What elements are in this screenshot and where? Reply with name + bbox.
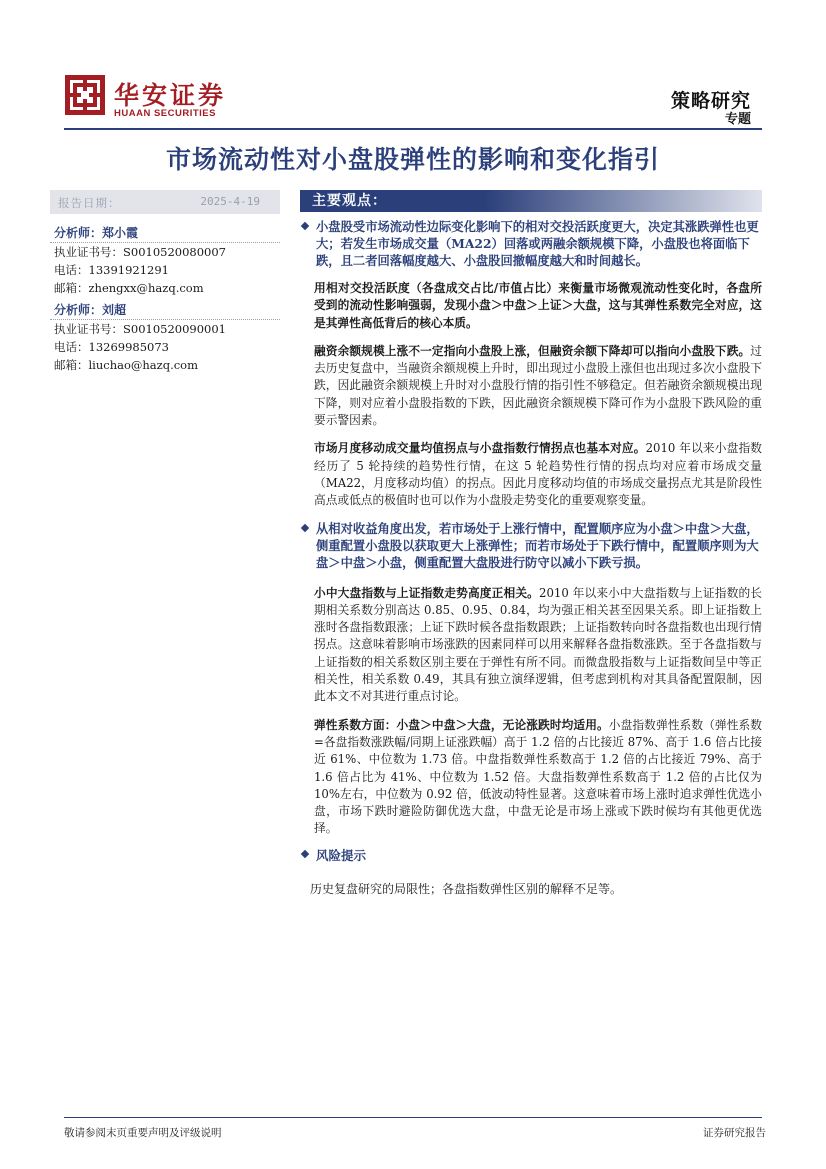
analyst-name: 分析师：刘超: [50, 301, 280, 320]
paragraph-body: 2010 年以来小中大盘指数与上证指数的长期相关系数分别高达 0.85、0.95、0.84，均为强正相关甚至因果关系。即上证指数上涨时各盘指数跟涨；上证下跌时候各盘指数跟跌；上证指数转向时各盘指数也出现行情拐点。这意味着影响市场涨跌的因素同样可以用来解释各盘指数涨跌。至于各盘指数与上证指数的相关系数区别主要在于弹性有所不同。而微盘股指数与上证指数间呈中等正相关性，相关系数 0.49，其具有独立演绎逻辑，但考虑到机构对其具备配置限制，因此本文不对其进行重点讨论。: [314, 585, 762, 704]
key-point-1-text: 小盘股受市场流动性边际变化影响下的相对交投活跃度更大，决定其涨跌弹性也更大；若发生市场成交量（MA22）回落或两融余额规模下降，小盘股也将面临下跌，且二者回落幅度越大、小盘股回撤幅度越大和时间越长。: [316, 219, 759, 268]
section-title: 主要观点：: [300, 190, 762, 212]
page-title: 市场流动性对小盘股弹性的影响和变化指引: [165, 145, 660, 174]
footer-divider: [64, 1117, 762, 1118]
paragraph: [300, 280, 762, 332]
paragraph-lead: 市场月度移动成交量均值拐点与小盘指数行情拐点也基本对应。: [314, 441, 646, 456]
paragraph: [300, 343, 762, 429]
logo-chinese-name: 华安证券: [114, 81, 227, 110]
diamond-bullet-icon: [301, 523, 309, 531]
paragraph-body: 小盘指数弹性系数（弹性系数=各盘指数涨跌幅/同期上证涨跌幅）高于 1.2 倍的占比接近 87%、高于 1.6 倍占比接近 61%、中位数为 1.73 倍。中盘指数弹性系数高于 1.2 倍的占比接近 79%、高于 1.6 倍占比为 41%、中位数为 1.52 倍。大盘指数弹性系数高于 1.2 倍的占比仅为 10%左右，中位数为 0.92 倍，低波动特性显著。这意味着市场上涨时追求弹性优选小盘，市场下跌时避险防御优选大盘，中盘无论是市场上涨或下跌时候均有其他更优选择。: [314, 717, 762, 836]
logo-mark-icon: [64, 74, 106, 116]
risk-text: 历史复盘研究的局限性；各盘指数弹性区别的解释不足等。: [310, 881, 623, 896]
analyst-email[interactable]: 邮箱：liuchao@hazq.com: [54, 358, 198, 372]
paragraph: [300, 717, 762, 838]
risk-title: 风险提示: [316, 847, 367, 863]
paragraph-lead: 弹性系数方面：小盘＞中盘＞大盘，无论涨跌时均适用。: [314, 717, 609, 732]
footer-disclaimer: 敬请参阅末页重要声明及评级说明: [64, 1127, 222, 1139]
header-divider: [64, 128, 762, 130]
risk-heading: [300, 846, 762, 864]
report-type: 策略研究: [670, 90, 751, 112]
main-content: [300, 190, 762, 897]
logo-english-name: HUAAN SECURITIES: [114, 108, 216, 119]
footer-report-label: 证券研究报告: [703, 1127, 766, 1139]
date-label: 报告日期：: [58, 196, 121, 210]
sidebar: [50, 190, 280, 374]
diamond-bullet-icon: [301, 222, 309, 230]
report-date-box: [50, 190, 280, 214]
analyst-cert: 执业证书号：S0010520080007: [54, 245, 226, 259]
paragraph: [300, 440, 762, 509]
diamond-bullet-icon: [301, 849, 309, 857]
paragraph-body: 过去历史复盘中，当融资余额规模上升时，即出现过小盘股上涨但也出现过多次小盘股下跌，因此融资余额规模上升时对小盘股行情的指引性不够稳定。但若融资余额规模出现下降，则对应着小盘股指数的下跌，因此融资余额规模下降可作为小盘股下跌风险的重要示警因素。: [314, 343, 762, 428]
report-subtype: 专题: [724, 112, 751, 127]
key-point-1: [300, 218, 762, 269]
paragraph-text: 用相对交投活跃度（各盘成交占比/市值占比）来衡量市场微观流动性变化时，各盘所受到的流动性影响强弱，发现小盘＞中盘＞上证＞大盘，这与其弹性系数完全对应，这是其弹性高低背后的核心本质。: [314, 281, 762, 330]
analyst-cert: 执业证书号：S0010520090001: [54, 322, 226, 336]
paragraph-body: 2010 年以来小盘指数经历了 5 轮持续的趋势性行情，在这 5 轮趋势性行情的拐点均对应着市场成交量（MA22，月度移动均值）的拐点。因此月度移动均值的市场成交量拐点尤其是阶段性高点或低点的极值时也可以作为小盘股走势变化的重要观察变量。: [314, 441, 762, 508]
paragraph-lead: 融资余额规模上涨不一定指向小盘股上涨，但融资余额下降却可以指向小盘股下跌。: [314, 343, 751, 358]
paragraph: [300, 585, 762, 706]
analyst-phone: 电话：13391921291: [54, 263, 169, 277]
key-point-2-text: 从相对收益角度出发，若市场处于上涨行情中，配置顺序应为小盘＞中盘＞大盘，侧重配置小盘股以获取更大上涨弹性；而若市场处于下跌行情中，配置顺序则为大盘＞中盘＞小盘，侧重配置大盘股进行防守以减小下跌亏损。: [316, 520, 759, 570]
analyst-email[interactable]: 邮箱：zhengxx@hazq.com: [54, 281, 204, 295]
analyst-name: 分析师：郑小霞: [50, 224, 280, 243]
company-logo: [64, 74, 234, 124]
date-value: 2025-4-19: [200, 195, 260, 208]
analyst-phone: 电话：13269985073: [54, 340, 169, 354]
paragraph-lead: 小中大盘指数与上证指数走势高度正相关。: [314, 585, 540, 600]
key-point-2: [300, 520, 762, 571]
